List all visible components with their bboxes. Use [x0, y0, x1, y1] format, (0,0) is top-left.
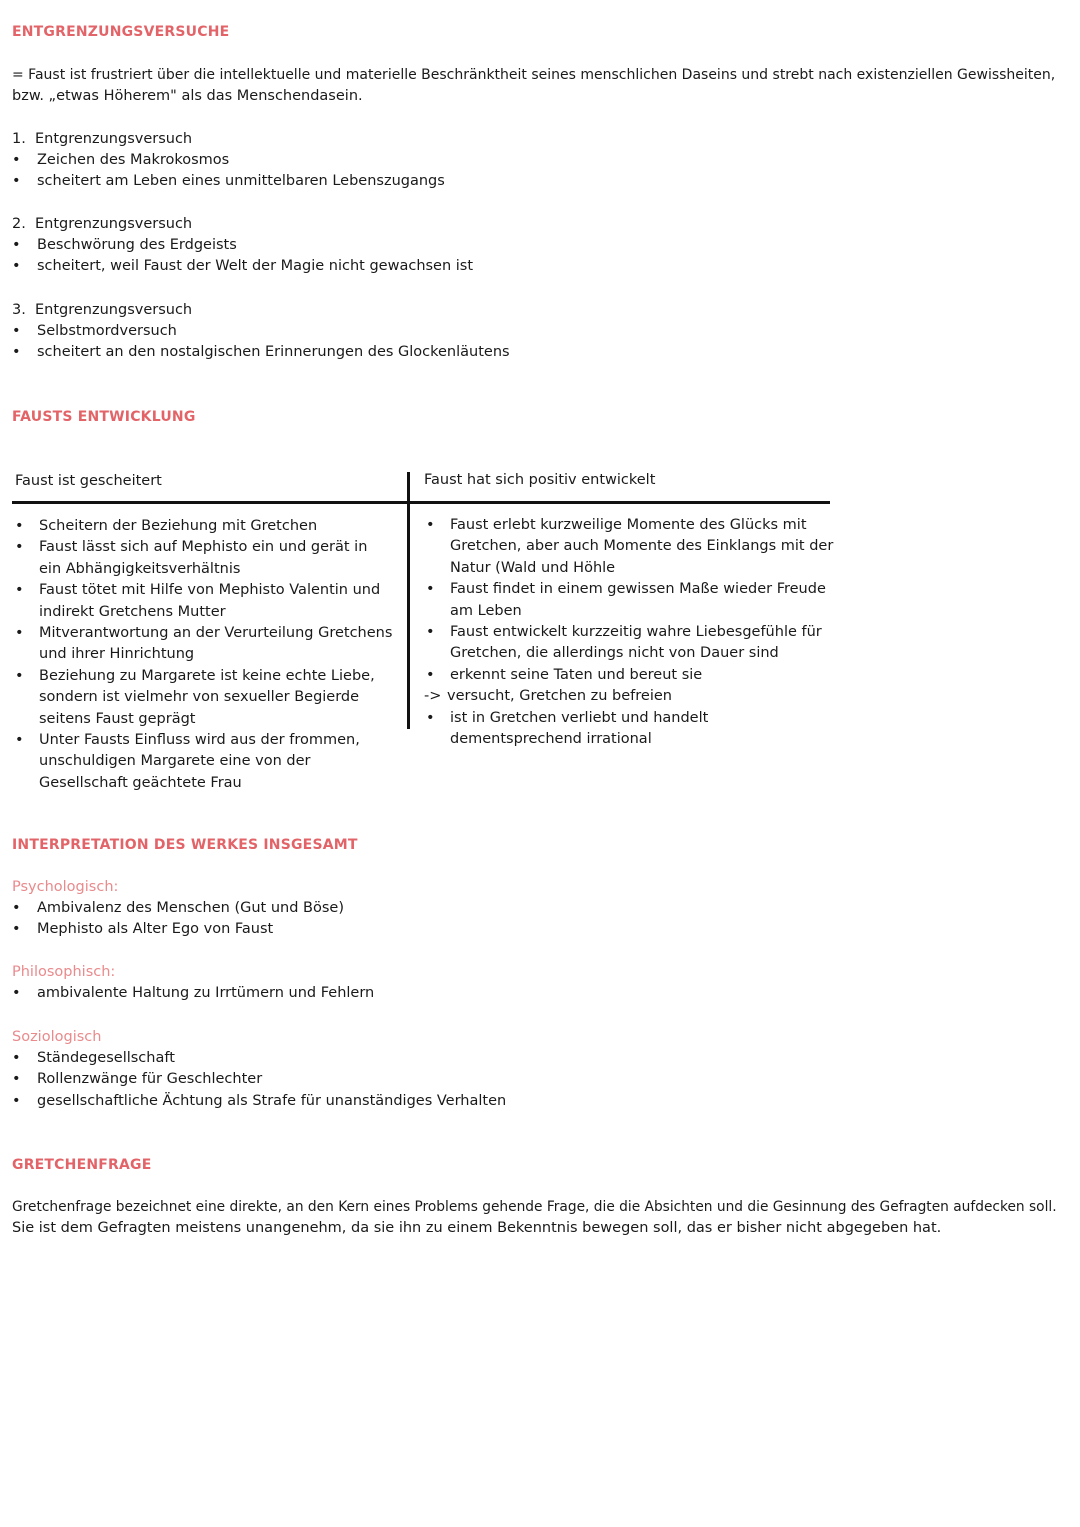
attempt-1-points [12, 150, 445, 193]
list-item: • scheitert, weil Faust der Welt der Magie nicht gewachsen ist [12, 256, 473, 277]
attempt-3-points [12, 321, 510, 364]
intro-line-1: = Faust ist frustriert über die intellektuelle und materielle Beschränktheit seines menschlichen Daseins und strebt nach existenziellen Gewissheiten, [12, 67, 1056, 83]
list-item: • Mephisto als Alter Ego von Faust [12, 919, 344, 940]
list-item: • Ständegesellschaft [12, 1048, 506, 1069]
list-item: • Selbstmordversuch [12, 321, 510, 342]
subheading-philosophisch: Philosophisch: [12, 964, 116, 980]
subheading-psychologisch: Psychologisch: [12, 879, 119, 895]
heading-fausts-entwicklung: FAUSTS ENTWICKLUNG [12, 409, 196, 425]
heading-entgrenzungsversuche: ENTGRENZUNGSVERSUCHE [12, 24, 230, 40]
philo-list [12, 983, 374, 1004]
list-item: • Scheitern der Beziehung mit Gretchen [13, 516, 393, 537]
list-item-arrow: -> versucht, Gretchen zu befreien [424, 686, 844, 707]
sozio-list [12, 1048, 506, 1112]
intro-line-2: bzw. „etwas Höherem" als das Menschendasein. [12, 88, 363, 104]
list-item: • ambivalente Haltung zu Irrtümern und Fehlern [12, 983, 374, 1004]
t-chart-right-list [424, 515, 844, 750]
list-item: • erkennt seine Taten und bereut sie [424, 665, 844, 686]
list-item: • Faust findet in einem gewissen Maße wieder Freude am Leben [424, 579, 844, 622]
list-item: • Mitverantwortung an der Verurteilung Gretchens und ihrer Hinrichtung [13, 623, 393, 666]
t-chart-horizontal-rule [12, 501, 830, 504]
heading-interpretation: INTERPRETATION DES WERKES INSGESAMT [12, 837, 358, 853]
attempt-3-title: 3. Entgrenzungsversuch [12, 302, 193, 318]
list-item: • Ambivalenz des Menschen (Gut und Böse) [12, 898, 344, 919]
list-item: • Rollenzwänge für Geschlechter [12, 1069, 506, 1090]
list-item: • Faust tötet mit Hilfe von Mephisto Valentin und indirekt Gretchens Mutter [13, 580, 393, 623]
list-item: • scheitert am Leben eines unmittelbaren Lebenszugangs [12, 171, 445, 192]
list-item: • scheitert an den nostalgischen Erinnerungen des Glockenläutens [12, 342, 510, 363]
gretchenfrage-line-1: Gretchenfrage bezeichnet eine direkte, an den Kern eines Problems gehende Frage, die die Absichten und die Gesinnung des Gefragten aufdecken soll. [12, 1199, 1057, 1215]
arrow-marker: -> [424, 688, 442, 705]
attempt-2-points [12, 235, 473, 278]
list-item: • Beziehung zu Margarete ist keine echte Liebe, sondern ist vielmehr von sexueller Begierde seitens Faust geprägt [13, 666, 393, 730]
list-item: • gesellschaftliche Ächtung als Strafe für unanständiges Verhalten [12, 1091, 506, 1112]
list-item: • Faust lässt sich auf Mephisto ein und gerät in ein Abhängigkeitsverhältnis [13, 537, 393, 580]
list-item: • Zeichen des Makrokosmos [12, 150, 445, 171]
list-item: • Faust erlebt kurzweilige Momente des Glücks mit Gretchen, aber auch Momente des Einklangs mit der Natur (Wald und Höhle [424, 515, 844, 579]
gretchenfrage-line-2: Sie ist dem Gefragten meistens unangenehm, da sie ihn zu einem Bekenntnis bewegen soll, das er bisher nicht abgegeben hat. [12, 1220, 942, 1236]
t-chart-right-header: Faust hat sich positiv entwickelt [424, 472, 656, 488]
attempt-1-title: 1. Entgrenzungsversuch [12, 131, 193, 147]
psych-list [12, 898, 344, 941]
list-item: • Beschwörung des Erdgeists [12, 235, 473, 256]
t-chart-left-list [13, 516, 393, 794]
attempt-2-title: 2. Entgrenzungsversuch [12, 216, 193, 232]
heading-gretchenfrage: GRETCHENFRAGE [12, 1157, 152, 1173]
t-chart [12, 468, 832, 808]
list-item: • Faust entwickelt kurzzeitig wahre Liebesgefühle für Gretchen, die allerdings nicht von Dauer sind [424, 622, 844, 665]
list-item: • Unter Fausts Einfluss wird aus der frommen, unschuldigen Margarete eine von der Gesellschaft geächtete Frau [13, 730, 393, 794]
t-chart-vertical-rule [407, 472, 410, 729]
list-item: • ist in Gretchen verliebt und handelt dementsprechend irrational [424, 708, 844, 751]
t-chart-left-header: Faust ist gescheitert [15, 473, 162, 489]
subheading-soziologisch: Soziologisch [12, 1029, 102, 1045]
